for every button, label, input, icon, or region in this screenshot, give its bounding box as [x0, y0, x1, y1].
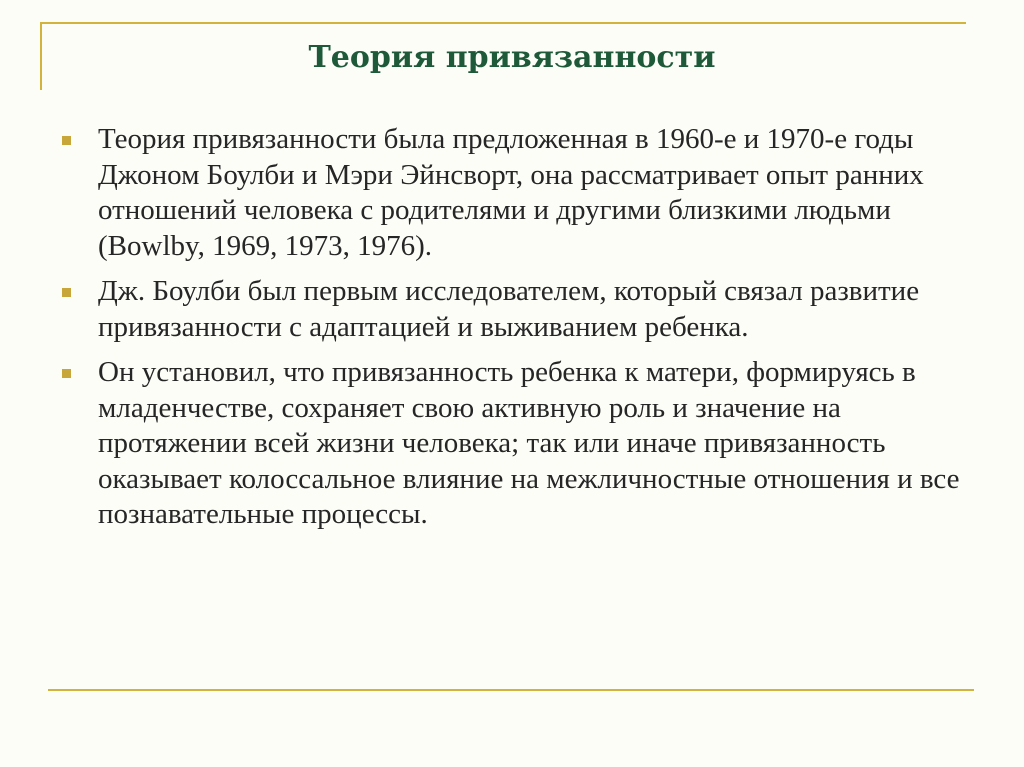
square-bullet-icon [62, 288, 71, 297]
bullet-text-1: Теория привязанности была предложенная в 1960-е и 1970-е годы Джоном Боулби и Мэри Эйнсворт, она рассматривает опыт ранних отношений человека с родителями и другими близкими людьми (Bowlby, 1969, 1973, 1976). [98, 123, 924, 262]
square-bullet-icon [62, 369, 71, 378]
bullet-item-3 [60, 355, 980, 533]
bullet-item-1 [60, 122, 980, 264]
frame-top-line [40, 22, 966, 24]
bullet-item-2 [60, 274, 980, 345]
bullet-text-2: Дж. Боулби был первым исследователем, который связал развитие привязанности с адаптацией и выживанием ребенка. [98, 275, 920, 343]
bullet-list [60, 122, 980, 543]
square-bullet-icon [62, 136, 71, 145]
slide-title: Теория привязанности [308, 40, 716, 75]
frame-bottom-line [48, 689, 974, 691]
bullet-text-3: Он установил, что привязанность ребенка к матери, формируясь в младенчестве, сохраняет свою активную роль и значение на протяжении всей жизни человека; так или иначе привязанность оказывает колоссальное влияние на межличностные отношения и все познавательные процессы. [98, 356, 960, 530]
